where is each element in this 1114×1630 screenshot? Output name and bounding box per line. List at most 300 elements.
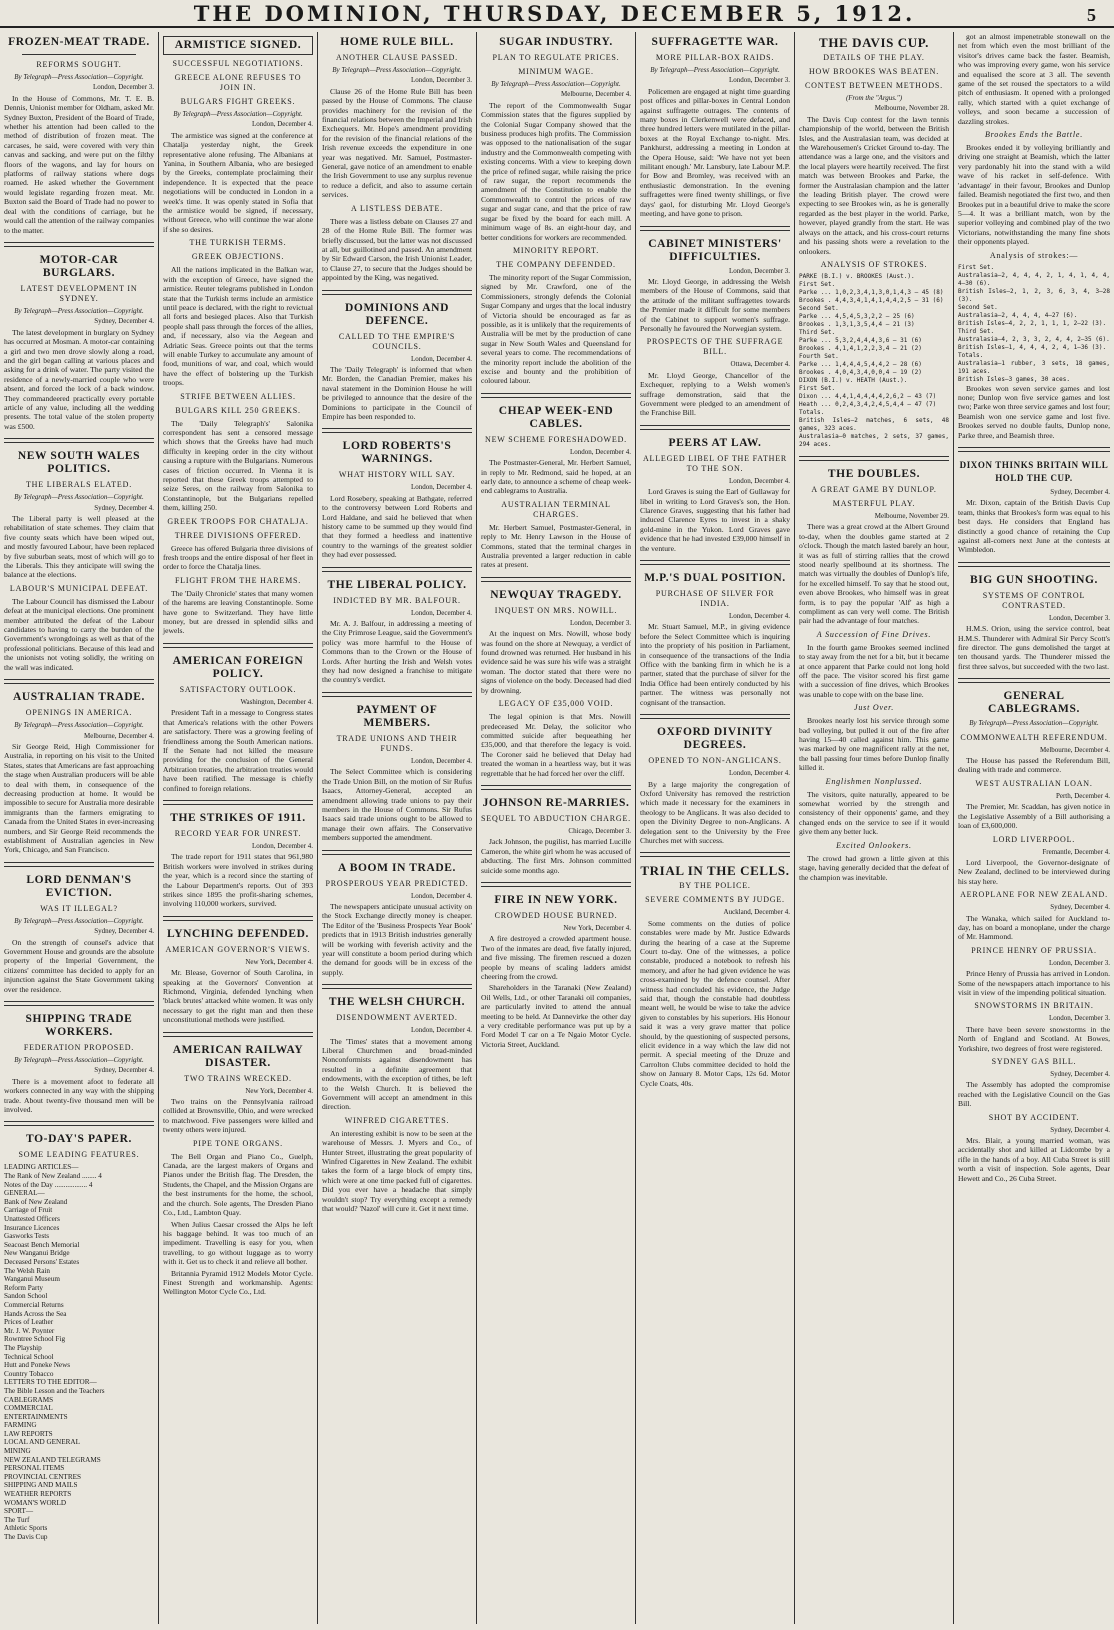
headline: DIXON THINKS BRITAIN WILL HOLD THE CUP. (959, 459, 1109, 483)
list-item: Deceased Persons' Estates (4, 1258, 80, 1266)
dateline: London, December 3. (569, 618, 631, 627)
dateline: New York, December 4. (563, 923, 631, 932)
article-text: Mr. Blease, Governor of South Carolina, in speaking at the Governors' Convention at Richmond, Virginia, defended lynching when 'black brutes' attacked white women. It was only necessary to get the right man and then these unconstitutional methods were justified. (163, 968, 313, 1025)
article-text: The minority report of the Sugar Commission, signed by Mr. Crawford, one of the Commissioners, strongly defends the Colonial Sugar Company and urges that the local industry of Victoria should be encouraged as far as possible, as it is unlikely that the requirements of Australia will be met by the production of cane sugar in New South Wales and Queensland for several years to come. The recommendations of the minority report include the abolition of the excise and bounty and the prohibition of coloured labour. (481, 272, 631, 386)
dateline: London, December 4. (410, 483, 472, 492)
list-item: Gasworks Tests (4, 1232, 50, 1241)
byline: By Telegraph—Press Association—Copyright. (14, 493, 144, 502)
table-row: Second Set. (958, 303, 998, 311)
subheading: INQUEST ON MRS. NOWILL. (494, 605, 618, 615)
article-text: Mr. Lloyd George, in addressing the Welsh members of the House of Commons, said that the attitude of the militant suffragettes towards the Premier made it difficult for some members of the Cabinet to support women's suffrage. Personally he favoured the Norwegian system. (640, 276, 790, 333)
article-text: There is a movement afoot to federate all workers connected in any way with the shipping trade. About twenty-five thousand men will be involved. (4, 1076, 154, 1115)
subheading: ANOTHER CLAUSE PASSED. (336, 53, 458, 62)
list-item: SPORT— (4, 1507, 34, 1516)
subheading: WHAT HISTORY WILL SAY. (338, 470, 456, 480)
headline: AMERICAN RAILWAY DISASTER. (172, 1043, 304, 1069)
dateline: London, December 4. (728, 612, 790, 621)
headline: MOTOR-CAR BURGLARS. (39, 253, 119, 279)
headline: THE LIBERAL POLICY. (327, 578, 467, 591)
dateline: London, December 4. (410, 756, 472, 765)
article-text: Brookes won seven service games and lost none; Dunlop won five service games and lost two; Parke won three service games and lost four; Beamish won one service game and lost five. Brookes served no double faults, Dunlop none, Parke three, and Beamish three. (958, 383, 1110, 440)
list-item: ENTERTAINMENTS (4, 1412, 68, 1421)
table-row: First Set. (799, 280, 836, 288)
subheading: HOW BROOKES WAS BEATEN. (808, 67, 940, 76)
article-text: The Davis Cup contest for the lawn tennis championship of the world, between the British Isles, and the Australasian team, was decided at the Warehousemen's Cricket Ground to-day. The attendance was a large one, and the visitors and the local players were heartily received. The first match was between Brookes and Parke, the former the Australasian champion and the latter the leading British player. The crowd were expecting to see Brookes win, as he is generally regarded as the best player in the world. Parke, however, played grandly from the start. He was always on the attack, and his cross-court returns and his passing shots were a revelation to the onlookers. (799, 114, 949, 256)
headline: PAYMENT OF MEMBERS. (356, 703, 438, 729)
list-item: LETTERS TO THE EDITOR— (4, 1378, 97, 1387)
article-text: The House has passed the Referendum Bill, dealing with trade and commerce. (958, 756, 1110, 775)
list-item: WEATHER REPORTS (4, 1490, 72, 1499)
table-row: DIXON (B.I.) v. HEATH (Aust.). (799, 376, 908, 384)
article-text: The Premier, Mr. Scaddan, has given notice in the Legislative Assembly of a Bill authorising a loan of £3,600,000. (958, 802, 1110, 831)
table-row: British Isles—2, 1, 2, 3, 6, 3, 4, 3—28 (3). (958, 287, 1110, 303)
headline: AMERICAN FOREIGN POLICY. (172, 654, 304, 680)
column-6 (795, 32, 953, 1624)
subheading: MINIMUM WAGE. (518, 67, 594, 76)
list-item: PROVINCIAL CENTRES (4, 1472, 82, 1481)
table-row: Totals. (799, 408, 825, 416)
headline: LORD ROBERTS'S WARNINGS. (342, 440, 452, 466)
list-item: Wanganui Museum (4, 1275, 60, 1284)
subheading: SHOT BY ACCIDENT. (988, 1112, 1080, 1122)
article-text: Greece has offered Bulgaria three divisions of fresh troops and the entire disposal of her fleet in order to force the Chatalja lines. (163, 543, 313, 572)
advertisement-text: An interesting exhibit is now to be seen at the warehouse of Messrs. J. Myers and Co., of Hunter Street, illustrating the great popularity of Winfred Cigarettes in New Zealand. The exhibit takes the form of a large block of empty tins, which were at one time packed full of cigarettes. Did you ever have a headache that simply wouldn't stop? Try everything except a remedy that would? 'Nazol' will cure it. Get it next time. (322, 1128, 472, 1214)
dateline: Melbourne, November 28. (874, 104, 949, 113)
subheading: SYDNEY GAS BILL. (991, 1057, 1077, 1066)
table-row: Australasia—4, 2, 3, 3, 2, 4, 4, 2—35 (6). (958, 335, 1110, 343)
list-item: Technical School (4, 1352, 54, 1361)
table-row: Brookes . 4,4,3,4,1,4,1,4,4,2,5 — 31 (6) (799, 296, 944, 304)
table-row: Parke ... 1,0,2,3,4,1,3,0,1,4,3 — 45 (8) (799, 288, 944, 296)
article-text: There was a great crowd at the Albert Ground to-day, when the doubles game started at 2 o'clock. Though the match lasted barely an hour, it was as full of stirring rallies that the crowd stood nearly spellbound at its shortness. The match was virtually the doubles of Dunlop's life, for he excelled himself. To say that he stood out, even above Brookes, who himself was in great form, is to pay the popular 'Alf' as high a compliment as can very well come. The British pair had the advantage of four matches. (799, 522, 949, 626)
table-row: First Set. (799, 384, 836, 392)
article-text: The Wanaka, which sailed for Auckland to-day, has on board a monoplane, under the charge of Mr. Hammond. (958, 913, 1110, 942)
subheading: MORE PILLAR-BOX RAIDS. (655, 53, 775, 62)
score-table (958, 264, 1110, 384)
dateline: London, December 4. (728, 769, 790, 778)
dateline: London, December 4. (410, 891, 472, 900)
list-item: The Welsh Rain (4, 1266, 50, 1275)
article-text: The armistice was signed at the conference at Chatalja yesterday night, the Greek representative alone refusing. The Albanians at Yanina, in Southern Albania, who are besieged by the Greeks, contemplate proclaiming their independence. It is expected that the peace negotiations will be conducted in London in a week's time. It was openly stated in Sofia that the armistice would be signed, if necessary, without Greece, who will continue the war alone if she so desires. (163, 130, 313, 234)
article-text: Two trains on the Pennsylvania railroad collided at Brownsville, Ohio, and were wrecked to matchwood. Five passengers were killed and twenty others were injured. (163, 1097, 313, 1135)
table-row: Fourth Set. (799, 352, 839, 360)
subheading: PRINCE HENRY OF PRUSSIA. (971, 945, 1097, 955)
article-text: The report of the Commonwealth Sugar Commission states that the figures supplied by the Colonial Sugar Company showed that the business produces high profits. The Commission was opposed to the nationalisation of the sugar industry and the Commonwealth competing with existing concerns. With a view to keeping down the price of refined sugar, while raising the price of raw sugar, the report recommends the amendment of the Constitution to enable the Commonwealth to control the prices of raw sugar and sugar cane, and that the price of raw sugar be fixed by the board for each mill. A minimum wage of 8s. an eight-hour day, and better conditions for workers are recommended. (481, 100, 631, 242)
advertisement-text: The Bell Organ and Piano Co., Guelph, Canada, are the largest makers of Organs and Pianos under the British flag. The Dresden, the Students, the Chapel, and the Mission Organs are the best instruments for the home, the school, and the church. Sole agents, The Dresden Piano Co., Ltd., Lambton Quay. (163, 1151, 313, 1218)
article-text: On the strength of counsel's advice that Government House and grounds are the absolute property of the Imperial Government, the citizens' committee has decided to apply for an injunction against the State Government taking over the residence. (4, 937, 154, 994)
table-row: Australasia—0 matches, 2 sets, 37 games, 294 aces. (799, 432, 949, 448)
headline: THE DOUBLES. (827, 467, 921, 480)
subheading: GREECE ALONE REFUSES TO JOIN IN. (174, 73, 302, 92)
article-text: The newspapers anticipate unusual activity on the Stock Exchange directly money is cheaper. The Editor of the 'Business Prospects Year Book' predicts that in 1913 British industries generally will be working with feverish activity and the year will constitute a boom period during which the demand for goods will be in excess of the supply. (322, 901, 472, 977)
subheading: FEDERATION PROPOSED. (23, 1043, 135, 1053)
list-item: Reform Party (4, 1283, 43, 1292)
dateline: Sydney, December 4. (94, 317, 154, 326)
subheading: BULGARS FIGHT GREEKS. (180, 97, 296, 106)
list-item: New Wanganui Bridge (4, 1249, 70, 1258)
dateline: Melbourne, December 4. (1040, 745, 1110, 754)
subheading: STRIFE BETWEEN ALLIES. (180, 391, 296, 401)
list-item: COMMERCIAL (4, 1404, 53, 1413)
article-text: The Assembly has adopted the compromise reached with the Legislative Council on the Gas Bill. (958, 1080, 1110, 1109)
list-item: LEADING ARTICLES— (4, 1163, 79, 1172)
article-text: Lord Graves is suing the Earl of Gullaway for libel in writing to Lord Graves's son, the Hon. Clarence Graves, suggesting that his father had induced Clarence Eyres to invest in a shaky gold-mine in the Yukon. Lord Graves gave evidence that he had invested £39,000 himself in the venture. (640, 487, 790, 553)
headline: CHEAP WEEK-END CABLES. (498, 404, 614, 430)
headline: M.P.'S DUAL POSITION. (644, 572, 786, 585)
table-row: British Isles—3 games, 30 aces. (958, 375, 1070, 383)
subheading: DETAILS OF THE PLAY. (823, 53, 925, 62)
headline: HOME RULE BILL. (340, 36, 454, 48)
headline: NEW SOUTH WALES POLITICS. (17, 450, 141, 476)
list-item: The Davis Cup (4, 1533, 48, 1541)
subheading: PURCHASE OF SILVER FOR INDIA. (655, 589, 775, 609)
byline: By Telegraph—Press Association—Copyright. (969, 719, 1099, 728)
article-text: All the nations implicated in the Balkan war, with the exception of Greece, have signed the armistice. Reuter telegrams published in London state that the Turkish terms include an armistice until peace is declared, with the right to revictual all forts and besieged places. Also that Turkish people shall pass through the forces of the allies, and, if necessary, also via the Aegean and Adriatic Seas. Greece points out that the terms will enable Turkey to accumulate any amount of food, munitions of war, and coal, which would have the effect of bolstering up the Turkish troops. (163, 265, 313, 388)
subheading: THE COMPANY DEFENDED. (496, 259, 616, 269)
article-text: Sir George Reid, High Commissioner for Australia, in reporting on his visit to the United States, states that Americans are fast approaching the stage when Australian producers will be able to deal with them, in consequence of the decreasing production at home. It would be impossible to secure for Australia more desirable immigrants than the farmers emigrating to Canada from the United States in ever-increasing numbers, and Sir George Reid recommends the establishment of Australian agencies in New York, Chicago, and San Francisco. (4, 741, 154, 855)
article-text: Mr. Stuart Samuel, M.P., in giving evidence before the Select Committee which is inquiring into the propriety of his position in Parliament, in consequence of the transactions of the India Office with the banking firm in which he is a partner, stated that the purchase of silver for the India Office had been entirely conducted by his partner. The witness was personally not cognisant of the transaction. (640, 622, 790, 707)
table-row: Third Set. (799, 328, 836, 336)
subheading: SATISFACTORY OUTLOOK. (179, 684, 297, 694)
list-item: Hands Across the Sea (4, 1309, 67, 1318)
dateline: Washington, December 4. (240, 697, 313, 706)
table-row: Australasia—2, 4, 4, 4, 2, 1, 4, 1, 4, 4, 4—30 (6). (958, 271, 1110, 287)
headline: LYNCHING DEFENDED. (166, 927, 309, 940)
subheading: Englishmen Nonplussed. (825, 776, 923, 786)
advertisement-text: Shareholders in the Taranaki (New Zealand) Oil Wells, Ltd., or other Taranaki oil companies, are particularly invited to attend the annual meeting to be held. At Dannevirke the other day a very creditable performance was put up by a Ford Model T car on a Te Ngaio Motor Cycle. Victoria Street, Auckland. (481, 983, 631, 1049)
subheading: A Succession of Fine Drives. (816, 629, 932, 639)
list-item: The Bible Lesson and the Teachers (4, 1386, 105, 1395)
article-text: The trade report for 1911 states that 961,980 British workers were involved in strikes during the year, which is a record since the starting of the Labour Department's reports. Out of 393 strikes since 1895 the profit-sharing schemes, involving 110,000 workers, survived. (163, 852, 313, 909)
subheading: THREE DIVISIONS OFFERED. (174, 530, 302, 540)
article-text: The 'Daily Chronicle' states that many women of the harems are leaving Constantinople. Some have gone to Switzerland. They have little money, but are dressed in splendid silks and jewels. (163, 588, 313, 636)
list-item: CABLEGRAMS (4, 1395, 54, 1404)
table-row: Second Set. (799, 304, 839, 312)
subheading: DISENDOWMENT AVERTED. (336, 1013, 458, 1023)
advertisement-text: Britannia Pyramid 1912 Models Motor Cycle. Finest Strength and workmanship. Agents: Wellington Motor Cycle Co., Ltd. (163, 1268, 313, 1297)
list-item: GENERAL— (4, 1189, 45, 1198)
contents-list (4, 1163, 154, 1541)
subheading: PIPE TONE ORGANS. (193, 1138, 283, 1148)
dateline: Auckland, December 4. (723, 908, 790, 917)
dateline: Melbourne, December 4. (561, 90, 631, 99)
subheading: BULGARS KILL 250 GREEKS. (175, 405, 301, 415)
dateline: Melbourne, December 4. (84, 731, 154, 740)
dateline: London, December 3. (728, 76, 790, 85)
article-text: There have been severe snowstorms in the North of England and Scotland. At Bowes, Yorkshire, two degrees of frost were registered. (958, 1024, 1110, 1053)
headline: OXFORD DIVINITY DEGREES. (656, 726, 774, 752)
table-row: PARKE (B.I.) v. BROOKES (Aust.). (799, 272, 915, 280)
subheading: GREEK TROOPS FOR CHATALJA. (167, 516, 309, 526)
table-row: Brookes . 4,1,4,1,2,2,3,4 — 21 (2) (799, 344, 922, 352)
subheading: INDICTED BY MR. BALFOUR. (333, 595, 461, 605)
headline: FROZEN-MEAT TRADE. (8, 36, 150, 48)
list-item: Mr. J. W. Poynter (4, 1326, 55, 1335)
subheading: SNOWSTORMS IN BRITAIN. (974, 1001, 1094, 1011)
headline: BIG GUN SHOOTING. (969, 573, 1099, 586)
dateline: London, December 3. (1048, 958, 1110, 967)
list-item: SHIPPING AND MAILS (4, 1481, 78, 1490)
source-note: (From the "Argus.") (845, 94, 903, 102)
headline: SUGAR INDUSTRY. (499, 36, 613, 48)
list-item: LAW REPORTS (4, 1429, 53, 1438)
table-row: Heath ... 0,2,4,3,4,2,4,5,4,4 — 47 (7) (799, 400, 937, 408)
column-3 (318, 32, 476, 1624)
score-table (799, 273, 949, 449)
subheading: LORD LIVERPOOL. (992, 834, 1076, 844)
subheading: A LISTLESS DEBATE. (351, 203, 443, 213)
byline: By Telegraph—Press Association—Copyright. (14, 1056, 144, 1065)
dateline: London, December 4. (251, 120, 313, 129)
article-text: The 'Daily Telegraph' is informed that when Mr. Borden, the Canadian Premier, makes his naval statement in the Dominion House he will be privileged to announce that the desire of the Dominions to participate in the Council of Empire has been responded to. (322, 364, 472, 421)
dateline: Sydney, December 4. (1050, 1070, 1110, 1078)
subheading: Excited Onlookers. (836, 840, 912, 850)
subheading: LEGACY OF £35,000 VOID. (498, 699, 614, 709)
subheading: SEQUEL TO ABDUCTION CHARGE. (481, 813, 631, 823)
column-2 (159, 32, 317, 1624)
list-item: The Playship (4, 1343, 42, 1352)
byline: By Telegraph—Press Association—Copyright. (14, 73, 144, 81)
byline: By Telegraph—Press Association—Copyright. (14, 306, 144, 315)
page-number: 5 (1086, 5, 1096, 25)
list-item: WOMAN'S WORLD (4, 1498, 67, 1507)
subheading: AMERICAN GOVERNOR'S VIEWS. (165, 944, 311, 954)
list-item: Bank of New Zealand (4, 1197, 68, 1206)
list-item: PERSONAL ITEMS (4, 1464, 65, 1473)
table-row: Parke ... 1,4,4,4,5,4,4,2 — 28 (6) (799, 360, 922, 368)
subheading: WAS IT ILLEGAL? (40, 903, 118, 913)
dateline: London, December 4. (569, 447, 631, 456)
dateline: London, December 4. (410, 354, 472, 363)
headline: THE STRIKES OF 1911. (170, 811, 306, 824)
advertisement-text: When Julius Caesar crossed the Alps he left his baggage behind. It was too much of an impediment. Travelling is easy for you, when travelling, to go without luggage as to worry with it. Get us to check it and relieve all bother. (163, 1219, 313, 1267)
list-item: MINING (4, 1447, 31, 1456)
headline: THE DAVIS CUP. (819, 35, 929, 50)
list-item: Rowntree School Fig (4, 1335, 66, 1344)
subheading: MASTERFUL PLAY. (832, 498, 916, 508)
byline: By Telegraph—Press Association—Copyright. (650, 66, 780, 74)
masthead (0, 0, 1114, 28)
dateline: Sydney, December 4. (94, 927, 154, 936)
headline: CABINET MINISTERS' DIFFICULTIES. (648, 237, 782, 263)
byline: By Telegraph—Press Association—Copyright. (332, 66, 462, 74)
table-row: British Isles—4, 2, 2, 1, 1, 1, 2—22 (3). (958, 319, 1107, 327)
list-item: Insurance Licences (4, 1223, 60, 1232)
article-text: Mr. Herbert Samuel, Postmaster-General, in reply to Mr. Henry Lawson in the House of Commons, stated that the terminal charges in Australia prevented a larger reduction in cable rates at present. (481, 522, 631, 570)
list-item: The Rank of New Zealand ........ 4 (4, 1172, 102, 1181)
article-text: Jack Johnson, the pugilist, has married Lucille Cameron, the white girl whom he was accused of abducting. The first Mrs. Johnson committed suicide some months ago. (481, 837, 631, 875)
subheading: THE LIBERALS ELATED. (26, 480, 132, 490)
dateline: Ottawa, December 4. (730, 360, 790, 369)
table-row: Brookes . 1,3,1,3,5,4,4 — 21 (3) (799, 320, 915, 328)
list-item: Notes of the Day .................. 4 (4, 1180, 93, 1189)
dateline: London, December 3. (410, 76, 472, 85)
columns (0, 32, 1114, 1624)
article-text: Policemen are engaged at night time guarding post offices and pillar-boxes in Central London against suffragette outrages. The contents of many boxes in Clerkenwell were defaced, and three hundred letters were mutilated in the pillar-boxes at the Royal Exchange to-night. Mrs. Pankhurst, addressing a meeting in London at the Opera House, said: 'We have not yet been militant enough.' Mr. Lansbury, late Labour M.P. for Bow and Bromley, was received with an enthusiastic demonstration. In the evening suffragettes were fined twenty shillings, or five days' gaol, for disturbing Mr. Lloyd George's meeting, and have gone to prison. (640, 86, 790, 219)
article-text: The Select Committee which is considering the Trade Union Bill, on the motion of Sir Rufus Isaacs, Attorney-General, accepted an amendment allowing trade unions to pay their members in the House of Commons. Sir Rufus Isaacs said trade unions ought to be allowed to manage their own affairs. The Conservative members supported the amendment. (322, 767, 472, 843)
headline: SUFFRAGETTE WAR. (651, 36, 779, 48)
headline: ARMISTICE SIGNED. (163, 36, 313, 55)
table-row: British Isles—2 matches, 6 sets, 48 games, 323 aces. (799, 416, 949, 432)
subheading: SOME LEADING FEATURES. (18, 1150, 140, 1160)
headline: FIRE IN NEW YORK. (494, 893, 618, 906)
article-text: At the inquest on Mrs. Nowill, whose body was found on the shore at Newquay, a verdict of found drowned was returned. Her husband in his evidence said he was sure his wife was a straight woman. The doctor stated that there were no signs of violence on the body. Deceased had died by drowning. (481, 629, 631, 695)
headline: SHIPPING TRADE WORKERS. (25, 1013, 133, 1039)
headline: DOMINIONS AND DEFENCE. (345, 301, 449, 327)
headline: GENERAL CABLEGRAMS. (988, 690, 1080, 716)
masthead-title: THE DOMINION, THURSDAY, DECEMBER 5, 1912. (193, 1, 916, 26)
list-item: NEW ZEALAND TELEGRAMS (4, 1455, 101, 1464)
article-text: A fire destroyed a crowded apartment house. Two of the inmates are dead, five fatally injured, and five missing. The firemen rescued a dozen people by means of scaling ladders amidst cheering from the crowd. (481, 934, 631, 981)
dateline: Melbourne, November 29. (874, 511, 949, 520)
dateline: London, December 3. (728, 266, 790, 275)
dateline: London, December 4. (410, 608, 472, 617)
subheading: NEW SCHEME FORESHADOWED. (485, 434, 627, 444)
article-text: By a large majority the congregation of Oxford University has removed the restriction which made it necessary for the examiners in theology to be Anglicans. It was also decided to open the Divinity Degree to non-Anglicans. A delegation sent to the University by the Free Churches met with success. (640, 779, 790, 845)
headline: AUSTRALIAN TRADE. (12, 691, 146, 704)
dateline: New York, December 4. (245, 1086, 313, 1095)
dateline: Sydney, December 4. (1050, 1125, 1110, 1134)
subheading: OPENED TO NON-ANGLICANS. (648, 756, 782, 766)
subheading: TRADE UNIONS AND THEIR FUNDS. (336, 733, 458, 753)
subheading: AUSTRALIAN TERMINAL CHARGES. (501, 499, 611, 519)
table-row: First Set. (958, 263, 995, 271)
headline: A BOOM IN TRADE. (337, 861, 456, 874)
list-item: Prices of Leather (4, 1318, 54, 1327)
list-item: Hutt and Poneke News (4, 1361, 71, 1370)
article-text: Mr. A. J. Balfour, in addressing a meeting of the City Primrose League, said the Government's policy was more harmful to the House of Commons than to the Crown or the House of Lords. After hurting the Irish and Welsh votes they had now designed a franchise to mitigate the country's verdict. (322, 619, 472, 685)
headline: THE WELSH CHURCH. (328, 996, 466, 1009)
list-item: Unattested Officers (4, 1215, 60, 1224)
subheading: COMMONWEALTH REFERENDUM. (960, 732, 1108, 742)
article-text: The Liberal party is well pleased at the rehabilitation of state schemes. They claim that five county seats which have been wiped out, and mostly favoured Labour, have been replaced by five suburban seats, most of which will go to the Liberals. This they anticipate will swing the balance at the elections. (4, 514, 154, 580)
table-row: Third Set. (958, 327, 995, 335)
article-text: In the fourth game Brookes seemed inclined to stay away from the net for a bit, but it became at once apparent that Parke could not long hold off the pace. The visitor scored his first game with a succession of fine drives, which Brookes was unable to cope with on the base line. (799, 642, 949, 699)
article-text: Brookes ended it by volleying brilliantly and driving one straight at Beamish, which the latter very pardonably hit into the stand with a wild wave of his racket in self-defence. With 'advantage' in their favour, Brookes and Dunlop failed. Beamish negotiated the first two, and then Brookes put in a beautiful drive to make the score 5—4. It was a brilliant match, won by the superior volleying and combined play of the two Victorians, notwithstanding the many fine shots their opponents played. (958, 143, 1110, 247)
subheading: RECORD YEAR FOR UNREST. (174, 828, 302, 838)
table-row: Australasia—1 rubber, 3 sets, 18 games, 191 aces. (958, 359, 1110, 375)
article-text: Prince Henry of Prussia has arrived in London. Some of the newspapers attach importance to his visit in view of the impending political situation. (958, 969, 1110, 997)
dateline: Fremantle, December 4. (1042, 847, 1110, 856)
subheading: CROWDED HOUSE BURNED. (494, 910, 618, 920)
dateline: New York, December 4. (245, 957, 313, 966)
article-text: The legal opinion is that Mrs. Nowill predeceased Mr. Delay, the solicitor who committed suicide after bequeathing her £35,000, and that therefore the legacy is void. The Coroner said he believed that Delay had treated the woman in a heartless way, but it was regrettable that he had forced her over the cliff. (481, 712, 631, 778)
article-text: The crowd had grown a little given at this stage, having generally decided that the defeat of the champion was inevitable. (799, 853, 949, 882)
headline: TO-DAY'S PAPER. (26, 1133, 132, 1146)
dateline: Sydney, December 4. (94, 1066, 154, 1075)
dateline: London, December 4. (251, 841, 313, 850)
list-item: Athletic Sports (4, 1524, 48, 1533)
dateline: Sydney, December 4. (94, 503, 154, 512)
headline: TRIAL IN THE CELLS. (640, 863, 790, 879)
subheading: OPENINGS IN AMERICA. (25, 708, 133, 718)
column-7 (954, 32, 1114, 1624)
byline: By Telegraph—Press Association—Copyright. (491, 80, 621, 88)
article-text: The 'Daily Telegraph's' Salonika correspondent has sent a censored message which shows that the Greeks have had much difficulty in keeping order in the city without causing a rupture with the Bulgarians. Numerous cases of friction occurred. In Vienna it is reported that these Greek troops attempted to seize Seres, on the railway from Salonika to Constantinople, but the Bulgarians repelled them, killing 250. (163, 418, 313, 513)
list-item: Sandon School (4, 1292, 48, 1301)
list-item: LOCAL AND GENERAL (4, 1438, 80, 1447)
table-row: Brookes . 4,0,4,3,4,0,0,4 — 19 (2) (799, 368, 922, 376)
article-text: Lord Liverpool, the Governor-designate of New Zealand, declined to be interviewed during his stay here. (958, 857, 1110, 886)
subheading: Brookes Ends the Battle. (985, 130, 1083, 140)
column-5 (636, 32, 794, 1624)
article-text: Mr. Dixon, captain of the British Davis Cup team, thinks that Brookes's form was equal to his best days. He considers that England has distinctly a good chance of retaining the Cup against all-comers next June at the contests at Wimbledon. (958, 498, 1110, 555)
subheading: CONTEST BETWEEN METHODS. (805, 81, 943, 90)
subheading: Just Over. (854, 703, 894, 713)
byline: By Telegraph—Press Association—Copyright. (14, 916, 144, 925)
subheading: SYSTEMS OF CONTROL CONTRASTED. (982, 590, 1086, 610)
dateline: London, December 3. (92, 83, 154, 92)
subheading: GREEK OBJECTIONS. (191, 252, 285, 262)
page-number-left (18, 8, 22, 26)
list-item: FARMING (4, 1421, 37, 1430)
table-row: Parke ... 4,5,4,5,3,2,2 — 25 (6) (799, 312, 915, 320)
article-text: H.M.S. Orion, using the service control, beat H.M.S. Thunderer with Admiral Sir Percy Scott's fire director. The guns demolished the target at ten thousand yards. The Thunderer missed the first three salvos, but succeeded with the two last. (958, 624, 1110, 671)
article-text: The 'Times' states that a movement among Liberal Churchmen and broad-minded Nonconformists against disendowment has resulted in a definite agreement that endowments, with the exception of tithes, be left to the Welsh Church. It is believed the Government will accept an amendment in this direction. (322, 1036, 472, 1112)
list-item: Seacoast Bench Memorial (4, 1240, 80, 1249)
subheading: ALLEGED LIBEL OF THE FATHER TO THE SON. (642, 453, 788, 473)
article-text: President Taft in a message to Congress states that America's relations with the other Powers are satisfactory. There was a growing feeling of friendliness among the South American nations. If the Senate had not killed the measure providing for the conclusion of the General Arbitration treaties, the arbitration treaties would have been ratified. The message is chiefly confined to foreign relations. (163, 708, 313, 793)
headline: PEERS AT LAW. (668, 436, 762, 449)
subheading: LATEST DEVELOPMENT IN SYDNEY. (20, 283, 138, 303)
subheading: CALLED TO THE EMPIRE'S COUNCILS. (338, 331, 456, 351)
table-row: Totals. (958, 351, 984, 359)
dateline: Sydney, December 4. (1050, 903, 1110, 912)
subheading: SEVERE COMMENTS BY JUDGE. (645, 895, 785, 905)
article-text: The Postmaster-General, Mr. Herbert Samuel, in reply to Mr. Redmond, said he hoped, at an early date, to announce a scheme of cheap week-end cablegrams to Australia. (481, 458, 631, 496)
dateline: Chicago, December 3. (568, 826, 631, 835)
headline: JOHNSON RE-MARRIES. (482, 796, 630, 809)
headline: NEWQUAY TRAGEDY. (490, 588, 622, 601)
subheading: AEROPLANE FOR NEW ZEALAND. (960, 890, 1108, 900)
subheading: SUCCESSFUL NEGOTIATIONS. (172, 59, 304, 68)
dateline: London, December 3. (1048, 613, 1110, 622)
table-row: Parke ... 5,3,2,4,4,4,3,6 — 31 (6) (799, 336, 922, 344)
table-row: Dixon ... 4,4,1,4,4,4,4,2,6,2 — 43 (7) (799, 392, 937, 400)
headline: LORD DENMAN'S EVICTION. (26, 873, 132, 899)
subheading: WINFRED CIGARETTES. (344, 1115, 450, 1125)
article-text: Mrs. Blair, a young married woman, was accidentally shot and killed at Lidcombe by a rifle in the hands of a boy. All Cuba Street is still worth a visit of inspection. Sole agents, Dear Hewett and Co., 26 Cuba Street. (958, 1136, 1110, 1183)
list-item: Carriage of Fruit (4, 1206, 53, 1215)
subheading: ANALYSIS OF STROKES. (820, 259, 928, 269)
article-text: Mr. Lloyd George, Chancellor of the Exchequer, replying to a Welsh women's suffrage demonstration, said that the Government were pledged to an amendment of the Franchise Bill. (640, 370, 790, 418)
byline: By Telegraph—Press Association—Copyright. (173, 110, 303, 118)
article-text: The latest development in burglary on Sydney has occurred at Mosman. A motor-car containing a girl and two men drove slowly along a road, and the girl began calling at various places and asking for a drink of water. The party visited the residence of a newly-married couple who were absent, and forced the lock of a back window. They commandeered practically every portable article of any value, including all the wedding presents. The total value of the stolen property was £500. (4, 327, 154, 431)
article-text: Brookes nearly lost his service through some bad volleying, but pulled it out of the fire after having 15—40 called against him. This game was marked by one magnificent rally at the net, the ball passing four times before Dunlop finally killed it. (799, 716, 949, 773)
subheading: PLAN TO REGULATE PRICES. (492, 53, 620, 62)
dateline: London, December 3. (1048, 1014, 1110, 1023)
article-text: In the House of Commons, Mr. T. E. B. Dennis, Unionist member for Oldham, asked Mr. Sydney Buxton, President of the Board of Trade, whether his attention had been called to the method of distribution of frozen meat. The carcases, he said, were covered with very thin canvas and sacking, and were put on the filthy floors of the wagons, and lay for hours on platforms of railway stations where dogs roamed. He asked whether the Government would legislate regarding frozen meat. Mr. Buxton said the Board of Trade had no power to deal with the conditions of carriage, but he would call the attention of the railway companies to the matter. (4, 93, 154, 235)
dateline: London, December 4. (728, 476, 790, 485)
subheading: A GREAT GAME BY DUNLOP. (811, 484, 937, 494)
subheading: TWO TRAINS WRECKED. (184, 1073, 292, 1083)
subheading: Analysis of strokes:— (989, 250, 1079, 260)
column-4 (477, 32, 635, 1624)
subheading: LABOUR'S MUNICIPAL DEFEAT. (9, 583, 149, 593)
article-text: got an almost impenetrable stonewall on the net from which even the most brilliant of the visitor's drives came back the faster. Beamish, who was improving every game, won his service and equalised the score at 3 all. The seventh game of the set roused the spectators to a wild pitch of enthusiasm. It opened with a prolonged rally, which started with a quiet exchange of volleys, and soon became a succession of dazzling strokes. (958, 32, 1110, 126)
article-text: Some comments on the duties of police constables were made by Mr. Justice Edwards during the hearing of a case at the Supreme Court to-day. One of the witnesses, a police constable, produced a notebook to refresh his memory, and after he had given evidence he was cross-examined by the defence counsel. After witness had concluded his evidence, the Judge said that, though the constable had doubtless meant well, he would be wise to take the advice given to constables by his superiors. His Honour said it was a very grave matter that police should, by the questioning of suspected persons, elicit evidence in a way which the law did not permit. A special meeting of the Druze and Carrolton Clubs committee decided to hold the show on January 8. Motor Caps, 12s 6d. Motor Cycle Coats, 40s. (640, 918, 790, 1088)
list-item: Country Tobacco (4, 1369, 54, 1378)
list-item: The Turf (4, 1515, 30, 1524)
subheading: PROSPECTS OF THE SUFFRAGE BILL. (646, 337, 784, 357)
article-text: There was a listless debate on Clauses 27 and 28 of the Home Rule Bill. The former was briefly discussed, but the latter was not discussed at all, but guillotined and passed. An amendment by Sir Edward Carson, the Irish Unionist Leader, to Clause 27, to secure that the Judges should be appointed by the King, was negatived. (322, 216, 472, 283)
byline: By Telegraph—Press Association—Copyright. (14, 721, 144, 730)
column-1 (0, 32, 158, 1624)
subheading: PROSPEROUS YEAR PREDICTED. (325, 878, 469, 888)
article-text: The visitors, quite naturally, appeared to be somewhat worried by the strength and consistency of their opponents' game, and they changed ends on the service to see if it would give them any better luck. (799, 789, 949, 837)
subheading: WEST AUSTRALIAN LOAN. (975, 778, 1093, 788)
article-text: The Labour Council has dismissed the Labour defeat at the municipal elections. One prominent member attributed the defeat of the Labour candidates to having to carry the burden of the Government's wrongdoings as well as that of the professional politicians. Because of this lead and the unionists not voting solidly, the writing on the wall was indicated. (4, 596, 154, 672)
